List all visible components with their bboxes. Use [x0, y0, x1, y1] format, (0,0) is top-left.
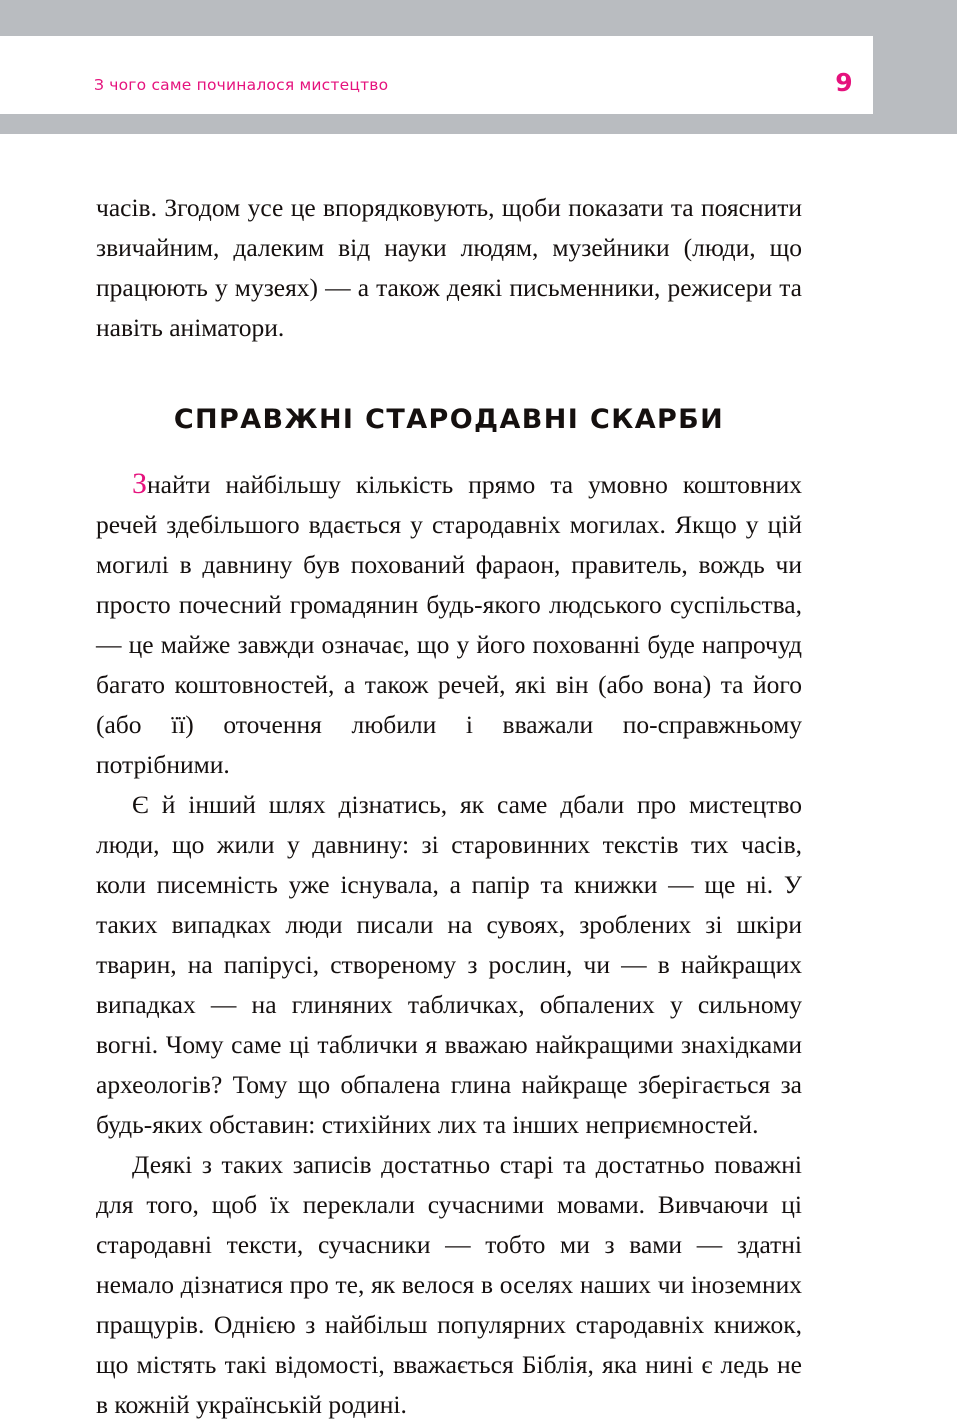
page-body	[96, 188, 802, 1425]
paragraph-1-text: найти найбільшу кількість прямо та умовно коштовних речей здебільшого вдається у стародавніх могилах. Якщо у цій могилі в давнину був похований фараон, правитель, вождь чи просто почесний громадянин будь-якого людського суспільства, — це майже завжди означає, що у його похованні буде напрочуд багато коштовностей, а також речей, які він (або вона) та його (або її) оточення любили і вважали по-справжньому потрібними.	[96, 470, 802, 779]
header-band	[0, 0, 957, 134]
running-head: З чого саме починалося мистецтво	[94, 76, 389, 94]
paragraph-2: Є й інший шлях дізнатись, як саме дбали про мистецтво люди, що жили у давнину: зі старовинних текстів тих часів, коли писемність уже існувала, а папір та книжки — ще ні. У таких випадках люди писали на сувоях, зроблених зі шкіри тварин, на папірусі, створеному з рослин, чи — в найкращих випадках — на глиняних табличках, обпалених у сильному вогні. Чому саме ці таблички я вважаю найкращими знахідками археологів? Тому що обпалена глина найкраще зберігається за будь-яких обставин: стихійних лих та інших неприємностей.	[96, 790, 802, 1139]
paragraph-intro: часів. Згодом усе це впорядковують, щоби показати та пояснити звичайним, далеким від науки людям, музейники (люди, що працюють у музеях) — а також деякі письменники, режисери та навіть аніматори.	[96, 193, 802, 342]
section-title: СПРАВЖНІ СТАРОДАВНІ СКАРБИ	[173, 404, 725, 435]
paragraph-1	[96, 465, 802, 785]
drop-cap: З	[132, 467, 148, 500]
page-number: 9	[835, 68, 853, 97]
header-white-panel	[0, 36, 873, 114]
paragraph-3: Деякі з таких записів достатньо старі та достатньо поважні для того, щоб їх переклали сучасними мовами. Вивчаючи ці стародавні тексти, сучасники — тобто ми з вами — здатні немало дізнатися про те, як велося в оселях наших чи іноземних пращурів. Однією з найбільш популярних стародавніх книжок, що містять такі відомості, вважається Біблія, яка нині є ледь не в кожній українській родині.	[96, 1150, 802, 1419]
